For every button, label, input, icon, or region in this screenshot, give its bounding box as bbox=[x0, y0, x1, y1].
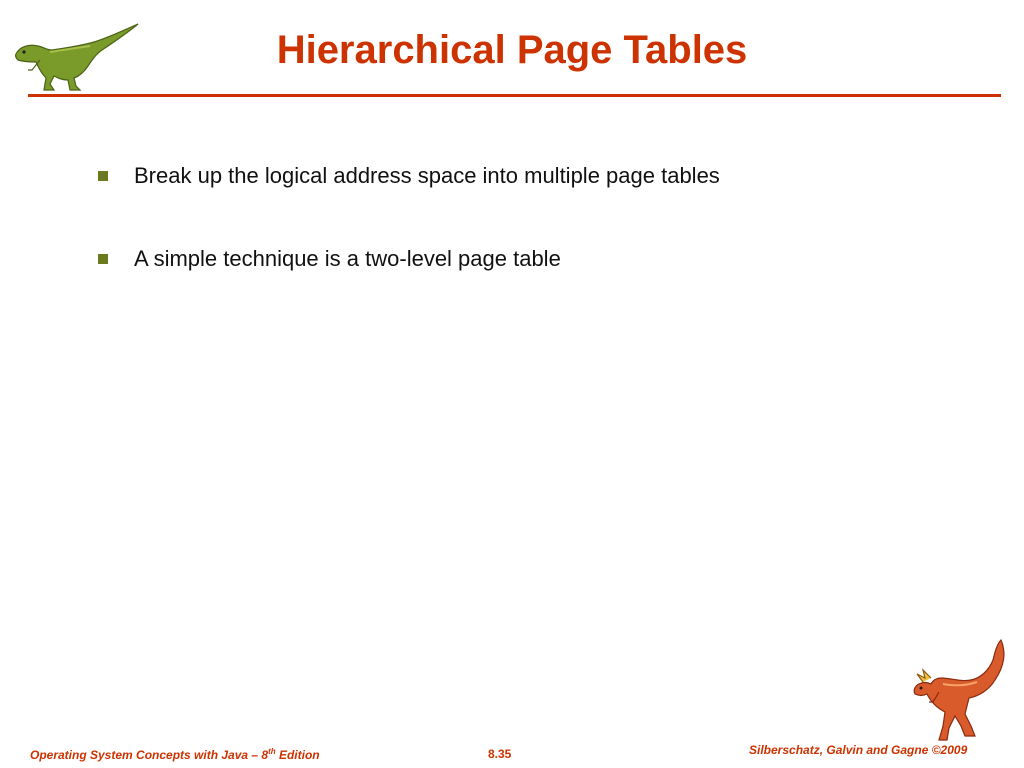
footer-copyright: Silberschatz, Galvin and Gagne ©2009 bbox=[749, 743, 968, 757]
bullet-text: Break up the logical address space into multiple page tables bbox=[134, 163, 720, 188]
red-dinosaur-icon bbox=[903, 636, 1011, 742]
footer-course-title-suffix: Edition bbox=[275, 748, 320, 762]
bullet-text: A simple technique is a two-level page table bbox=[134, 246, 561, 271]
title-divider bbox=[28, 94, 1001, 97]
bullet-item bbox=[96, 160, 976, 192]
bullet-item bbox=[96, 243, 976, 275]
bullet-list bbox=[96, 160, 976, 326]
slide-title: Hierarchical Page Tables bbox=[276, 28, 748, 72]
square-bullet-icon bbox=[98, 171, 108, 181]
footer-page-number: 8.35 bbox=[488, 747, 512, 761]
footer-course-title-prefix: Operating System Concepts with Java – 8 bbox=[30, 748, 269, 762]
footer-edition-superscript: th bbox=[268, 747, 276, 756]
square-bullet-icon bbox=[98, 254, 108, 264]
footer-course-title bbox=[30, 747, 320, 762]
